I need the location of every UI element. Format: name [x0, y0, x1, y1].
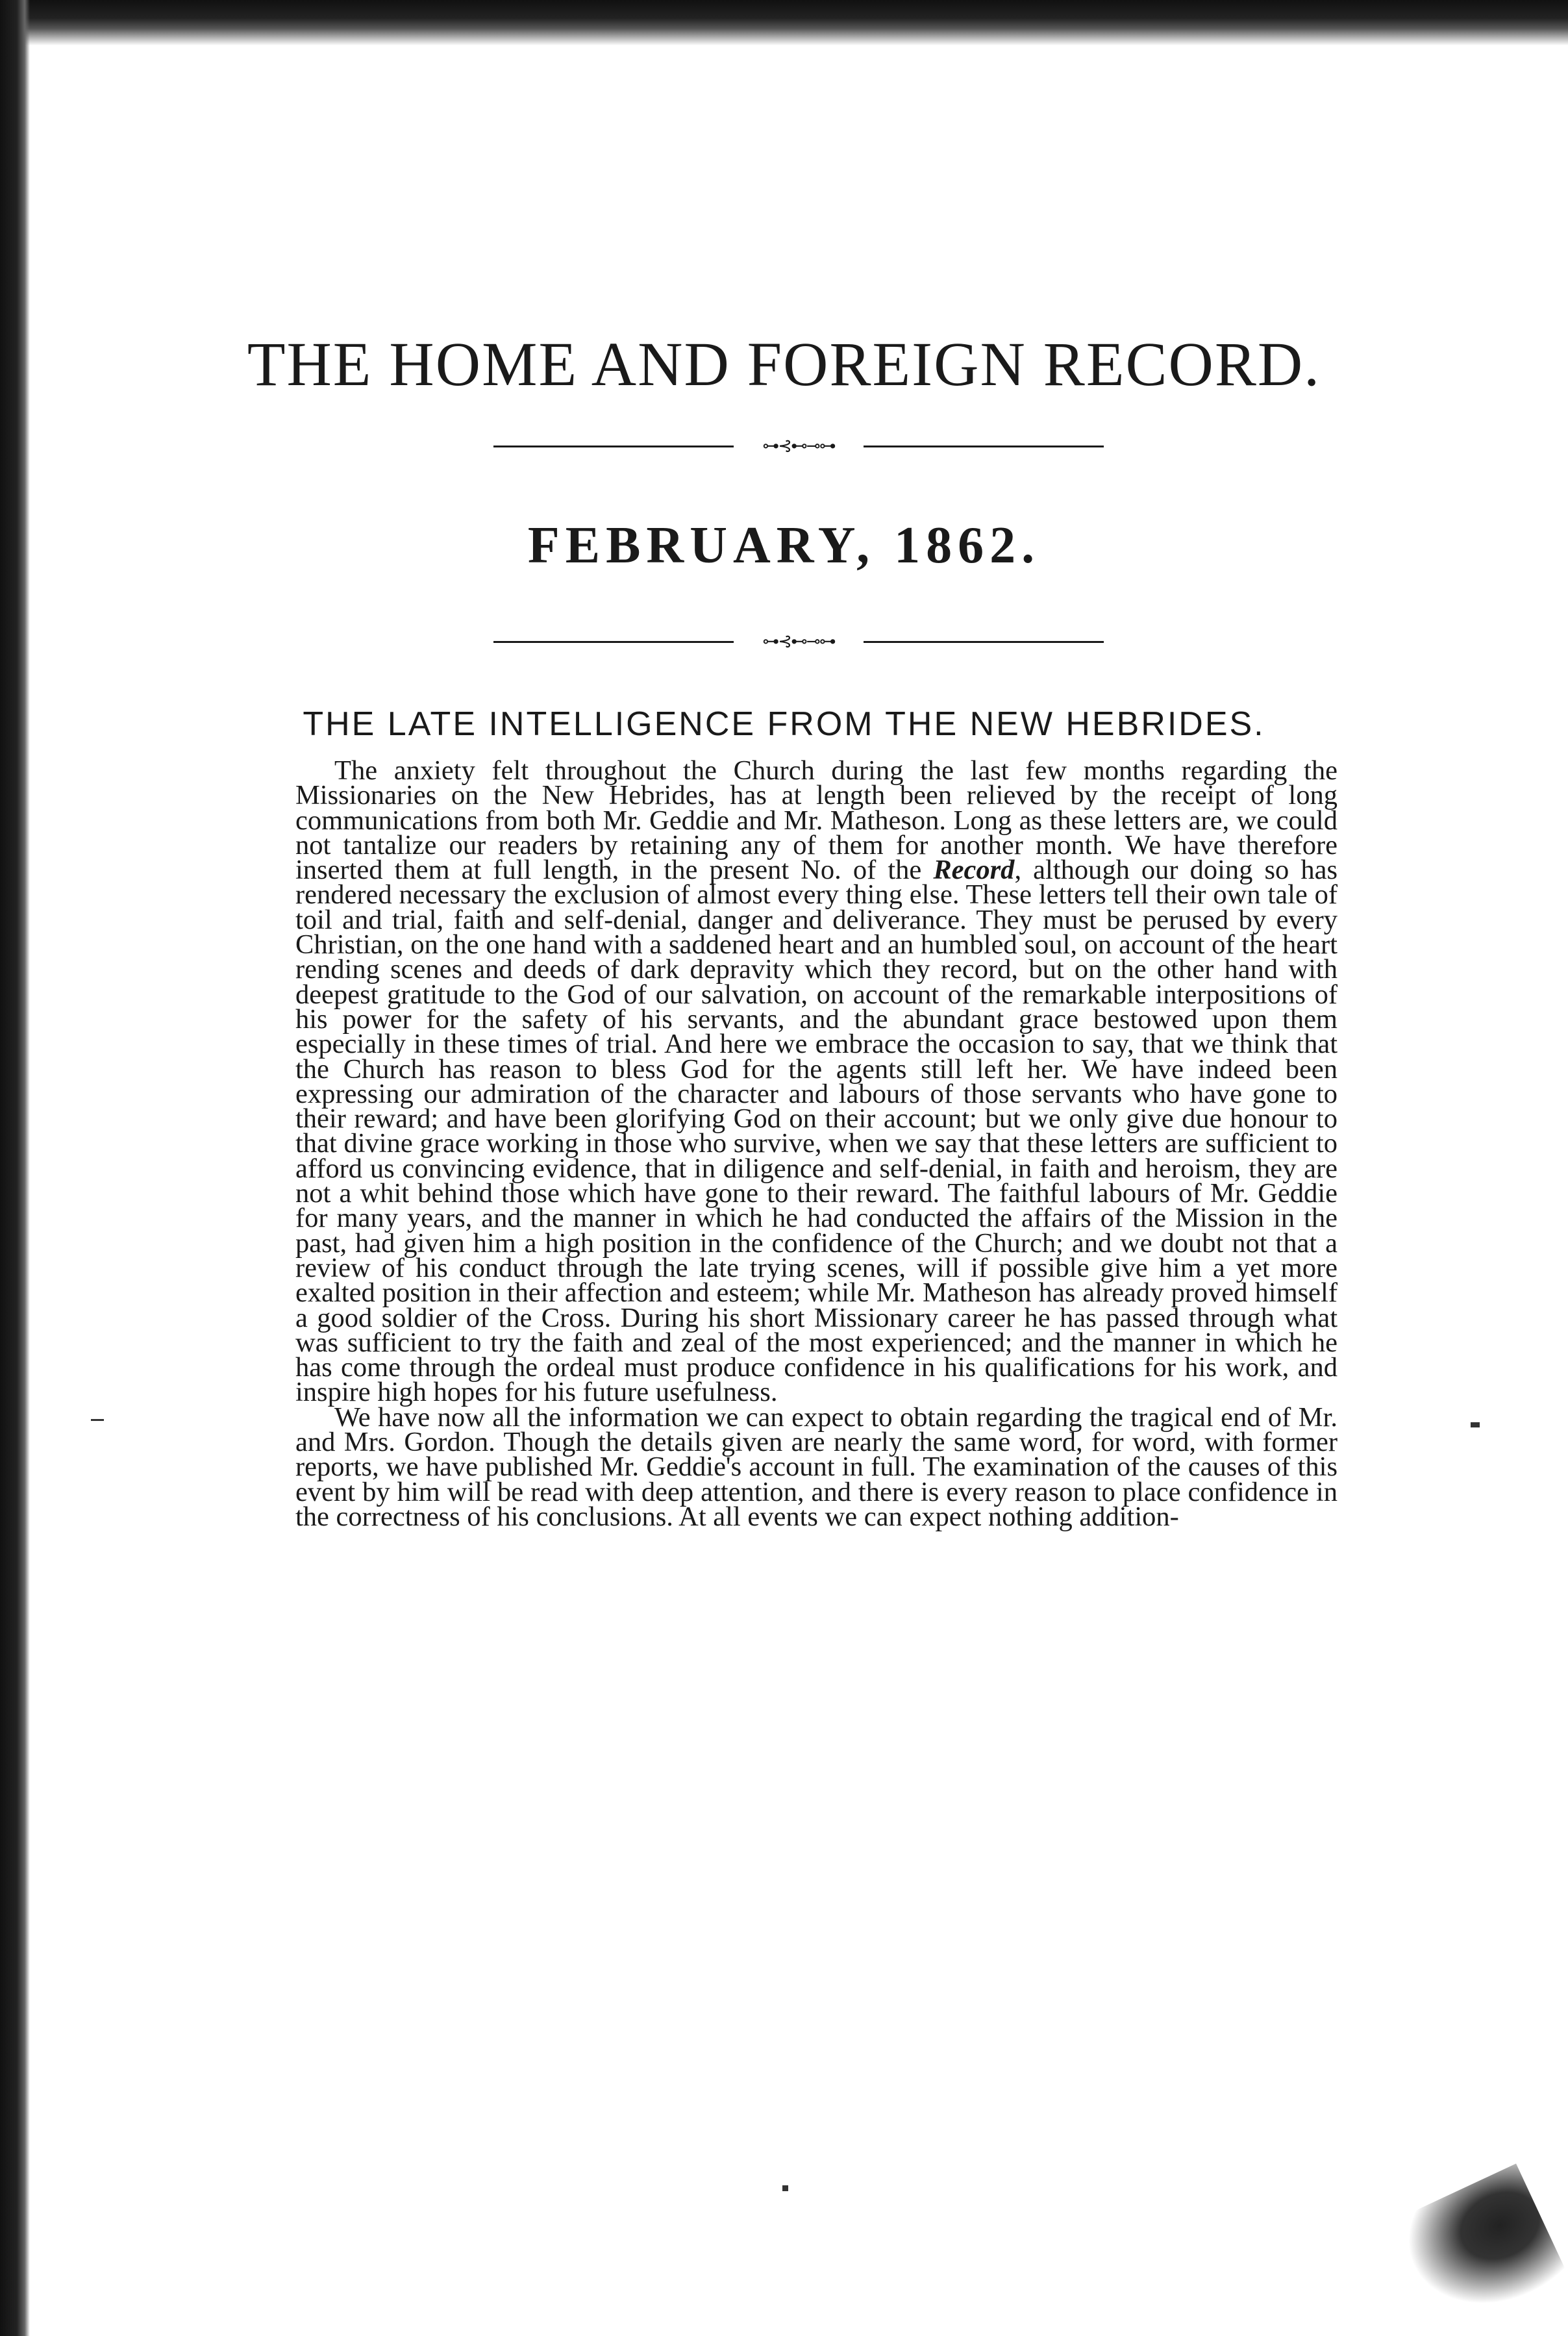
article-heading: THE LATE INTELLIGENCE FROM THE NEW HEBRIDES. — [303, 705, 1265, 743]
ornament-knot-icon: ⊶⊰⊷⊸⊶ — [762, 632, 835, 651]
ornament-divider-top — [493, 436, 1104, 456]
paragraph-1-text-b: , although our doing so has rendered necessary the exclusion of almost every thing else. These letters tell their own tale of toil and trial, faith and self-denial, danger and deliverance. They must be perused by every Christian, on the one hand with a saddened heart and an humbled soul, on account of the heart rending scenes and deeds of dark depravity which they record, but on the other hand with deepest gratitude to the God of our salvation, on account of the remarkable interpositions of his power for the safety of his servants, and the abundant grace bestowed upon them especially in these times of trial. And here we embrace the occasion to say, that we think that the Church has reason to bless God for the agents still left her. We have indeed been expressing our admiration of the character and labours of those servants who have gone to their reward; and have been glorifying God on their account; but we only give due honour to that divine grace working in those who survive, when we say that these letters are sufficient to afford us convincing evidence, that in diligence and self-denial, in faith and heroism, they are not a whit behind those which have gone to their reward. The faithful labours of Mr. Geddie for many years, and the manner in which he had conducted the affairs of the Mission in the past, had given him a high position in the confidence of the Church; and we doubt not that a review of his conduct through the late trying scenes, will if possible give him a yet more exalted position in their affection and esteem; while Mr. Matheson has already proved himself a good soldier of the Cross. During his short Missionary career he has passed through what was sufficient to try the faith and zeal of the most experienced; and the manner in which he has come through the ordeal must produce confidence in his qualifications for his work, and inspire high hopes for his future usefulness. — [295, 855, 1338, 1408]
scan-speck — [1471, 1422, 1480, 1427]
scan-top-edge — [0, 0, 1568, 45]
divider-line-left — [493, 641, 734, 643]
issue-date: FEBRUARY, 1862. — [527, 517, 1041, 574]
paragraph-1-text-a: The anxiety felt throughout the Church during the last few months regarding the Missionaries on the New Hebrides, has at length been relieved by the receipt of long communications from both Mr. Geddie and Mr. Matheson. Long as these letters are, we could not tantalize our readers by retaining any of them for another month. We have therefore inserted them at full length, in the present No. of the — [295, 755, 1338, 886]
scan-speck — [782, 2185, 788, 2191]
article-body — [295, 755, 1338, 1532]
divider-line-right — [864, 641, 1104, 643]
scan-speck — [91, 1419, 104, 1421]
record-title-italic: Record — [933, 855, 1015, 886]
divider-line-right — [864, 446, 1104, 447]
ornament-knot-icon: ⊶⊰⊷⊸⊶ — [762, 436, 835, 456]
ornament-divider-bottom — [493, 632, 1104, 651]
page-title: THE HOME AND FOREIGN RECORD. — [247, 329, 1321, 399]
divider-line-left — [493, 446, 734, 447]
article-paragraph-1 — [295, 755, 1338, 1408]
article-paragraph-2: We have now all the information we can expect to obtain regarding the tragical end of Mr. and Mrs. Gordon. Though the details given are nearly the same word, for word, with former reports, we have published Mr. Geddie's account in full. The examination of the causes of this event by him will be read with deep attention, and there is every reason to place confidence in the correctness of his conclusions. At all events we can expect nothing addition- — [295, 1401, 1338, 1532]
scan-corner-smudge — [1393, 2164, 1568, 2333]
